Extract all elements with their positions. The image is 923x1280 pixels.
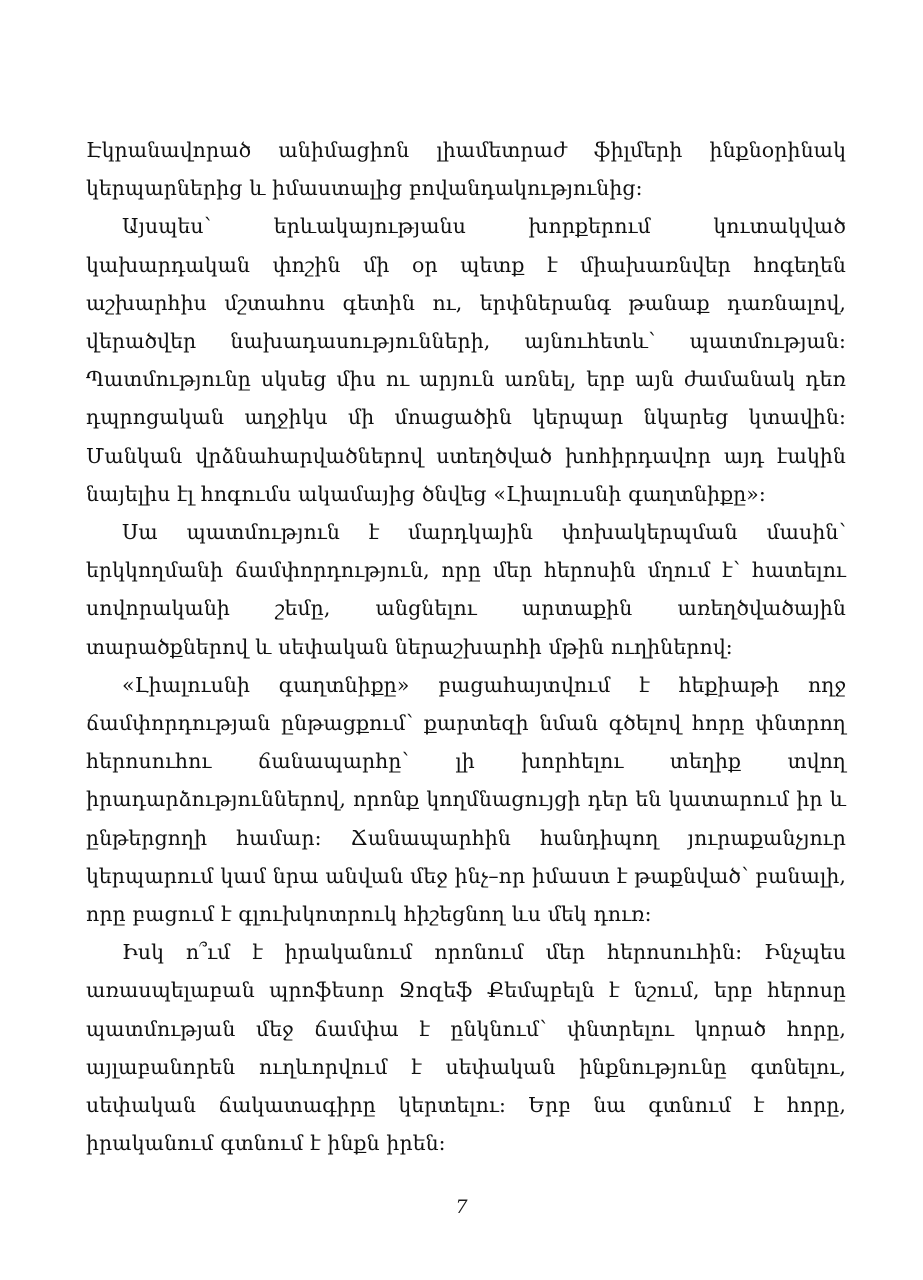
paragraph-4: Իսկ ո՞ւմ է իրականում որոնում մեր հերոսուհին: Ինչպես առասպելաբան պրոֆեսոր Ջոզեֆ Քեմպբելն է նշում, երբ հերոսը պատմության մեջ ճամփա է ընկնում՝ փնտրելու կորած հորը, այլաբանորեն ուղևորվում է սեփական ինքնությունը գտնելու, սեփական ճակատագիրը կերտելու: Երբ նա գտնում է հորը, իրականում գտնում է ինքն իրեն: (86, 940, 846, 1156)
paragraph-1: Այսպես՝ երևակայությանս խորքերում կուտակված կախարդական փոշին մի օր պետք է միախառնվեր հոգեղեն աշխարհիս մշտահոս գետին ու, երփներանգ թանաք դառնալով, վերածվեր նախադասությունների, այնուհետև՝ պատմության: Պատմությունը սկսեց միս ու արյուն առնել, երբ այն ժամանակ դեռ դպրոցական աղջիկս մի մոացածին կերպար նկարեց կտավին: Մանկան վրձնահարվածներով ստեղծված խոհիրդավոր այդ էակին նայելիս էլ հոգումս ակամայից ծնվեց «Լիալուսնի գաղտնիքը»: (86, 214, 846, 506)
paragraph-2: Սա պատմություն է մարդկային փոխակերպման մասին՝ երկկողմանի ճամփորդություն, որը մեր հերոսին մղում է՝ հատելու սովորականի շեմը, անցնելու արտաքին առեղծվածային տարածքներով և սեփական ներաշխարհի մթին ուղիներով: (86, 520, 846, 659)
paragraph-3: «Լիալուսնի գաղտնիքը» բացահայտվում է հեքիաթի ողջ ճամփորդության ընթացքում՝ քարտեզի նման գծելով հորը փնտրող հերոսուհու ճանապարհը՝ լի խորհելու տեղիք տվող իրադարձություններով, որոնք կողմնացույցի դեր են կատարում իր և ընթերցողի համար: Ճանապարհին հանդիպող յուրաքանչյուր կերպարում կամ նրա անվան մեջ ինչ–որ իմաստ է թաքնված՝ բանալի, որը բացում է գլուխկոտրուկ հիշեցնող ևս մեկ դուռ: (86, 672, 846, 927)
paragraph-continued: Էկրանավորած անիմացիոն լիամետրաժ ֆիլմերի ինքնօրինակ կերպարներից և իմաստալից բովանդակությունից: (86, 138, 846, 201)
page-number: 7 (455, 1196, 468, 1218)
body-text (86, 131, 846, 1162)
